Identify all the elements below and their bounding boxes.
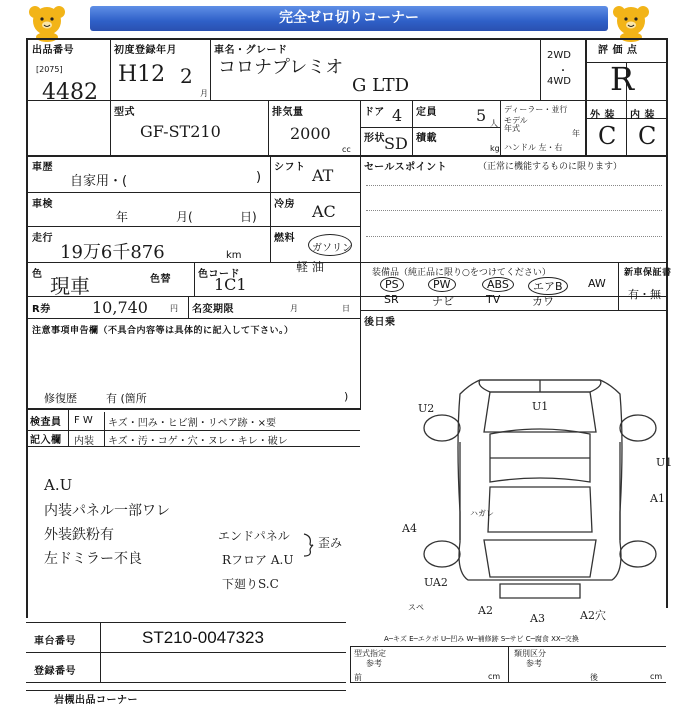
checker-int-label: 内装 <box>74 436 94 447</box>
diagram-mark-3: A1 <box>650 492 665 505</box>
diagram-mark-1: U1 <box>532 400 549 413</box>
car-name: コロナプレミオ <box>218 57 344 78</box>
diagram-mark-0: U2 <box>418 402 435 415</box>
equipment-4: AW <box>588 277 606 290</box>
car-name-label: 車名・グレード <box>214 45 288 56</box>
displacement-unit: cc <box>342 145 351 154</box>
drive-4wd: 4WD <box>547 76 571 87</box>
notes-label: 注意事項申告欄（不具合内容等は具体的に記入して下さい。） <box>32 326 294 336</box>
car-grade: G LTD <box>352 75 410 96</box>
doors-value: 4 <box>392 106 403 125</box>
color-code: 1C1 <box>214 275 247 294</box>
recycle-label: R券 <box>32 304 51 315</box>
aircon-value: AC <box>312 202 336 221</box>
dealer-label: ディーラー・並行 <box>504 105 568 114</box>
checker-entry-label: 記入欄 <box>30 435 62 446</box>
damage-legend: A─キズ E─エクボ U─凹み W─補修跡 S─サビ C─腐食 XX─交換 <box>384 635 579 643</box>
shape-value: SD <box>384 134 408 153</box>
footer-label: 岩槻出品コーナー <box>54 695 138 706</box>
ext-grade: C <box>598 122 617 150</box>
remark-3: 左ドミラー不良 <box>44 551 142 567</box>
rating-value: R <box>610 60 635 98</box>
diagram-mark-6: UA2 <box>424 576 448 589</box>
diagram-mark-7: スペ <box>408 603 424 612</box>
equipment-7: TV <box>486 293 501 306</box>
history-close: ) <box>256 170 262 185</box>
equipment-label: 装備品（純正品に限り○をつけてください） <box>372 268 551 278</box>
dealer-handle: ハンドル 左・右 <box>504 143 563 152</box>
equipment-2: ABS <box>482 277 514 292</box>
dealer-model-year: モデル年式 <box>504 116 528 133</box>
rating-label: 評 価 点 <box>598 45 638 56</box>
remark-6: 下廻りS.C <box>222 577 279 591</box>
header-banner <box>90 6 608 31</box>
inspection-day: 日) <box>240 210 257 224</box>
cargo-unit: kg <box>490 144 500 153</box>
first-reg-month: 2 <box>180 64 193 88</box>
diagram-mark-4: A4 <box>402 522 417 535</box>
front-label: 前 <box>354 673 362 682</box>
doors-label: ドア <box>364 107 385 118</box>
warranty-label: 新車保証書 <box>624 268 672 278</box>
mileage-label: 走行 <box>32 233 53 244</box>
inspection-month: 月( <box>176 210 193 224</box>
remark-2: 外装鉄粉有 <box>44 527 114 543</box>
capacity-unit: 人 <box>490 119 498 128</box>
capacity-label: 定員 <box>416 107 437 118</box>
header-title: 完全ゼロ切りコーナー <box>279 10 419 26</box>
shift-label: シフト <box>274 162 306 173</box>
fuel-selected: ガソリン <box>312 243 352 254</box>
displacement-value: 2000 <box>290 124 331 143</box>
diagram-mark-2: U1 <box>656 456 673 469</box>
bear-mascot-left-icon <box>26 4 68 42</box>
diagram-mark-10: A2穴 <box>580 609 606 622</box>
checker-label: 検査員 <box>30 417 62 428</box>
cargo-label: 積載 <box>416 133 437 144</box>
name-change-month: 月 <box>290 304 298 313</box>
displacement-label: 排気量 <box>272 107 304 118</box>
history-label: 車歴 <box>32 162 53 173</box>
equipment-0: PS <box>380 277 404 292</box>
fuel-option: 軽 油 <box>296 260 324 274</box>
bear-mascot-right-icon <box>610 4 652 42</box>
registration-label: 登録番号 <box>34 666 76 677</box>
chassis-label: 車台番号 <box>34 636 76 647</box>
cm-label-1: cm <box>488 672 501 681</box>
chassis-value: ST210-0047323 <box>142 628 264 647</box>
lot-sub: [2075] <box>36 65 63 74</box>
first-reg-era: H12 <box>118 62 166 87</box>
after-fit-label: 後日乗 <box>364 317 396 328</box>
checker-fw: F W <box>74 415 93 426</box>
fuel-label: 燃料 <box>274 233 295 244</box>
remark-1: 内装パネル一部ワレ <box>44 503 170 519</box>
repair-value: 有 (箇所 <box>106 392 147 405</box>
equipment-8: カワ <box>532 295 554 308</box>
drive-sep: ・ <box>558 66 568 77</box>
model-value: GF-ST210 <box>140 122 221 141</box>
first-reg-label: 初度登録年月 <box>114 45 177 56</box>
name-change-day: 日 <box>342 304 350 313</box>
certificate-label: 型式指定 <box>354 649 386 658</box>
recycle-unit: 円 <box>170 304 178 313</box>
repair-close: ) <box>344 390 349 403</box>
sales-point-label: セールスポイント <box>364 162 448 173</box>
shift-value: AT <box>312 166 334 185</box>
first-reg-unit: 月 <box>200 89 208 98</box>
diagram-mark-9: A3 <box>530 612 545 625</box>
inspection-year: 年 <box>116 210 129 224</box>
sales-point-note: （正常に機能するものに限ります） <box>478 162 623 172</box>
diagram-mark-5: ハガレ <box>470 509 494 518</box>
equipment-1: PW <box>428 277 456 292</box>
int-label: 内 装 <box>630 110 655 121</box>
equipment-6: ナビ <box>432 295 454 308</box>
rear-label: 後 <box>590 673 598 682</box>
color-value: 現車 <box>50 274 90 298</box>
drive-2wd: 2WD <box>547 50 571 61</box>
checker-row1: キズ・凹み・ヒビ割・リペア跡・×要 <box>108 418 276 429</box>
name-change-label: 名変期限 <box>192 304 234 315</box>
diagram-mark-8: A2 <box>478 604 493 617</box>
ref1-label: 参考 <box>366 659 382 668</box>
model-label: 型式 <box>114 107 135 118</box>
warranty-value: 有・無 <box>628 288 661 301</box>
shape-label: 形状 <box>364 133 385 144</box>
capacity-value: 5 <box>476 106 487 125</box>
aircon-label: 冷房 <box>274 199 295 210</box>
lot-number-label: 出品番号 <box>32 45 74 56</box>
history-value: 自家用・( <box>70 174 128 189</box>
checker-row2: キズ・汚・コゲ・穴・ヌレ・キレ・破レ <box>108 436 288 447</box>
mileage-value: 19万6千876 <box>60 242 165 263</box>
remark-7: 歪み <box>318 536 343 550</box>
remark-4: エンドパネル <box>218 529 290 543</box>
remark-5: Rフロア A.U <box>222 553 294 567</box>
equipment-5: SR <box>384 293 399 306</box>
remark-0: A.U <box>44 476 73 494</box>
inspection-label: 車検 <box>32 199 53 210</box>
color-label: 色 <box>32 269 43 280</box>
dealer-year-unit: 年 <box>572 129 580 138</box>
category-label: 類別区分 <box>514 649 546 658</box>
recycle-value: 10,740 <box>92 298 148 317</box>
cm-label-2: cm <box>650 672 663 681</box>
int-grade: C <box>638 122 657 150</box>
repair-label: 修復歴 <box>44 392 77 405</box>
lot-number: 4482 <box>42 80 98 105</box>
ext-label: 外 装 <box>590 110 615 121</box>
remarks-brace-icon <box>302 532 314 558</box>
mileage-unit: km <box>226 250 242 261</box>
equipment-3: エアB <box>528 277 568 295</box>
ref2-label: 参考 <box>526 659 542 668</box>
color-exchange-label: 色替 <box>150 274 171 285</box>
color-code-label: 色コード <box>198 269 240 280</box>
